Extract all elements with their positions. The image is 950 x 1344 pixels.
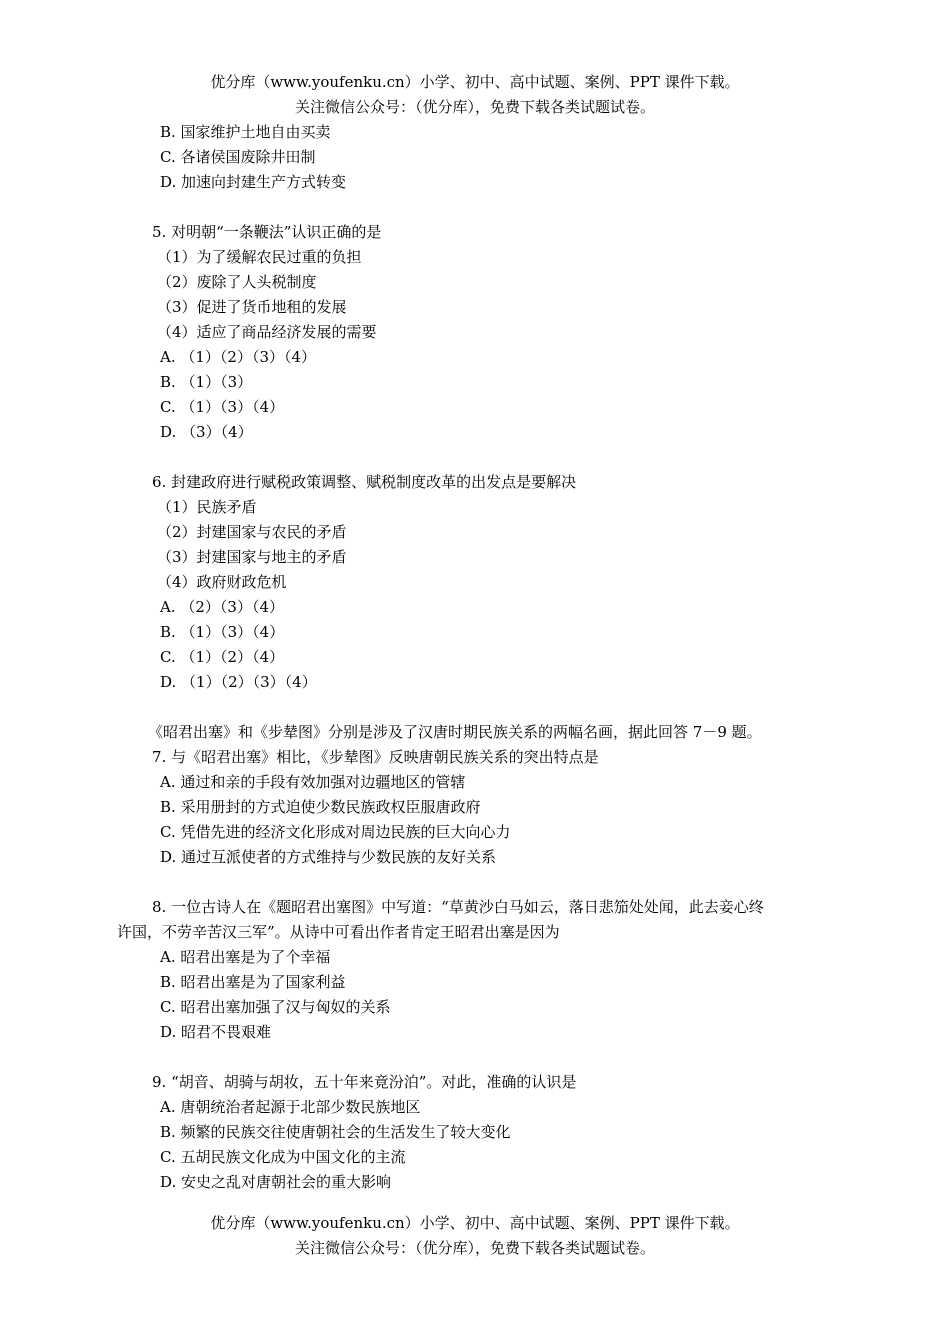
option-a: A. 唐朝统治者起源于北部少数民族地区 [160,1098,421,1116]
option-d: D. 加速向封建生产方式转变 [160,173,347,191]
option-b: B. 昭君出塞是为了国家利益 [160,973,346,991]
statement-item: （2）封建国家与农民的矛盾 [157,523,347,541]
question-stem-line-2: 许国，不劳辛苦汉三军”。从诗中可看出作者肯定王昭君出塞是因为 [117,923,560,941]
question-stem: 9. “胡音、胡骑与胡妆，五十年来竟汾泊”。对此，准确的认识是 [152,1073,577,1091]
footer-line-1: 优分库（www.youfenku.cn）小学、初中、高中试题、案例、PPT 课件下载。 [210,1214,740,1232]
question-9 [0,1070,950,1195]
question-7 [0,745,950,870]
header-line-1: 优分库（www.youfenku.cn）小学、初中、高中试题、案例、PPT 课件下载。 [210,73,740,91]
header-line-2: 关注微信公众号：（优分库），免费下载各类试题试卷。 [294,98,655,116]
question-8 [0,895,950,1045]
statement-item: （4）适应了商品经济发展的需要 [157,323,377,341]
option-d: D. （3）（4） [160,423,253,441]
question-5 [0,220,950,445]
option-d: D. 昭君不畏艰难 [160,1023,272,1041]
statement-item: （1）民族矛盾 [157,498,257,516]
option-b: B. （1）（3）（4） [160,623,285,641]
question-stem: 6. 封建政府进行赋税政策调整、赋税制度改革的出发点是要解决 [152,473,577,491]
option-c: C. （1）（3）（4） [160,398,285,416]
statement-item: （2）废除了人头税制度 [157,273,317,291]
statement-item: （4）政府财政危机 [157,573,287,591]
option-c: C. 各诸侯国废除井田制 [160,148,316,166]
option-c: C. 五胡民族文化成为中国文化的主流 [160,1148,406,1166]
option-a: A. 昭君出塞是为了个幸福 [160,948,331,966]
option-c: C. 昭君出塞加强了汉与匈奴的关系 [160,998,391,1016]
option-b: B. 国家维护土地自由买卖 [160,123,331,141]
option-d: D. （1）（2）（3）（4） [160,673,317,691]
page-footer [0,1211,950,1261]
question-6 [0,470,950,695]
section-intro: 《昭君出塞》和《步辇图》分别是涉及了汉唐时期民族关系的两幅名画，据此回答 7－9 题。 [148,723,762,741]
statement-item: （1）为了缓解农民过重的负担 [157,248,362,266]
footer-line-2: 关注微信公众号：（优分库），免费下载各类试题试卷。 [294,1239,655,1257]
option-d: D. 安史之乱对唐朝社会的重大影响 [160,1173,392,1191]
statement-item: （3）促进了货币地租的发展 [157,298,347,316]
question-stem-line-1: 8. 一位古诗人在《题昭君出塞图》中写道：“草黄沙白马如云，落日悲笳处处闻，此去妾心终 [152,898,764,916]
question-4-tail [0,120,950,195]
document-body [0,120,950,1195]
statement-item: （3）封建国家与地主的矛盾 [157,548,347,566]
page-header [0,70,950,120]
option-a: A. （1）（2）（3）（4） [160,348,317,366]
option-d: D. 通过互派使者的方式维持与少数民族的友好关系 [160,848,497,866]
option-a: A. 通过和亲的手段有效加强对边疆地区的管辖 [160,773,466,791]
option-b: B. 采用册封的方式迫使少数民族政权臣服唐政府 [160,798,481,816]
option-b: B. 频繁的民族交往使唐朝社会的生活发生了较大变化 [160,1123,511,1141]
option-b: B. （1）（3） [160,373,253,391]
question-stem: 7. 与《昭君出塞》相比，《步辇图》反映唐朝民族关系的突出特点是 [152,748,599,766]
option-c: C. 凭借先进的经济文化形成对周边民族的巨大向心力 [160,823,511,841]
option-c: C. （1）（2）（4） [160,648,285,666]
question-stem: 5. 对明朝“一条鞭法”认识正确的是 [152,223,382,241]
option-a: A. （2）（3）（4） [160,598,284,616]
